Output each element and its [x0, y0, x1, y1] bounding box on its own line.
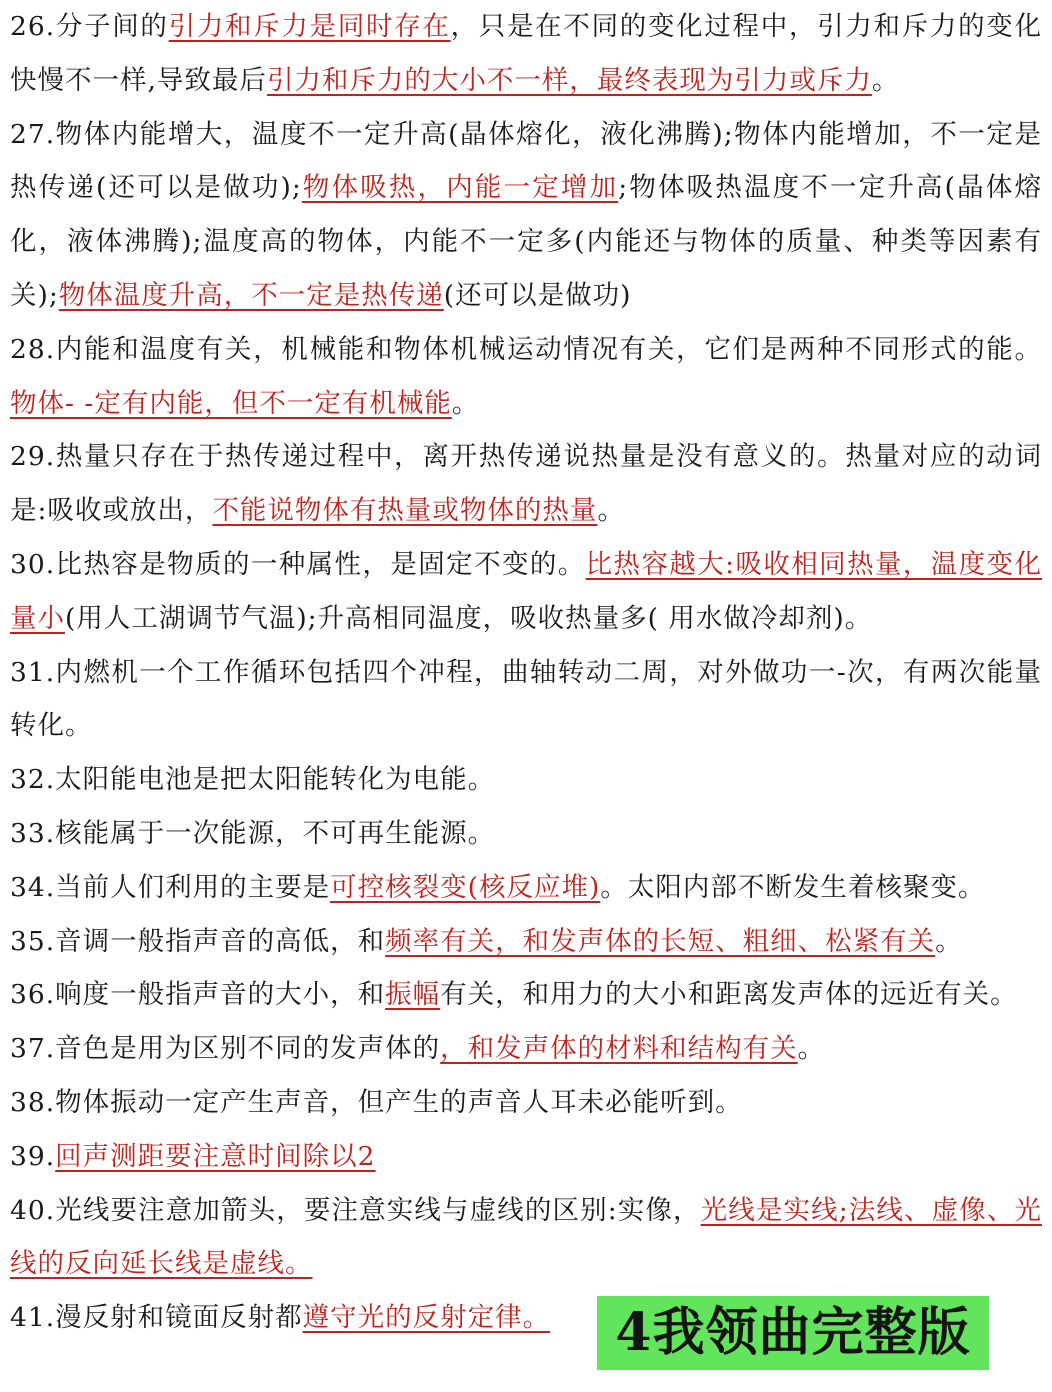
note-item — [10, 1130, 1042, 1184]
note-text: 39. — [10, 1140, 56, 1172]
highlighted-text: 遵守光的反射定律。 — [302, 1302, 551, 1334]
note-item — [10, 915, 1042, 969]
note-text: 30.比热容是物质的一种属性，是固定不变的。 — [10, 548, 586, 580]
note-text: 29.热量只存在于热传递过程中，离开热传递说热量是没有意义的。热量对应的动词是:吸收或放出， — [10, 441, 1042, 527]
note-item — [10, 968, 1042, 1022]
note-text: 。太阳内部不断发生着核聚变。 — [600, 871, 986, 903]
note-item — [10, 0, 1042, 108]
note-text: 36.响度一般指声音的大小，和 — [10, 979, 386, 1011]
highlighted-text: 频率有关，和发声体的长短、粗细、松紧有关 — [385, 925, 936, 957]
highlighted-text: 比热容越大:吸收相同热量，温度变化量小 — [10, 548, 1042, 634]
note-item — [10, 1022, 1042, 1076]
note-text: 。 — [597, 495, 625, 527]
note-item — [10, 646, 1042, 754]
note-text: 40.光线要注意加箭头，要注意实线与虚线的区别:实像， — [10, 1194, 701, 1226]
note-item — [10, 538, 1042, 646]
note-item — [10, 861, 1042, 915]
highlighted-text: 回声测距要注意时间除以2 — [55, 1140, 376, 1172]
note-item — [10, 1184, 1042, 1292]
notes-document — [10, 0, 1042, 1345]
note-text: 38.物体振动一定产生声音，但产生的声音人耳未必能听到。 — [10, 1086, 743, 1118]
note-text: 35.音调一般指声音的高低，和 — [10, 925, 386, 957]
highlighted-text: 物体吸热，内能一定增加 — [301, 172, 619, 204]
note-text: (还可以是做功) — [443, 279, 632, 311]
note-item — [10, 108, 1042, 323]
note-text: 。 — [871, 64, 900, 96]
note-text: 。 — [935, 925, 963, 957]
note-text: 31.内燃机一个工作循环包括四个冲程，曲轴转动二周，对外做功一-次，有两次能量转化。 — [10, 656, 1042, 742]
note-item — [10, 807, 1042, 861]
note-text: ;物体吸热温度不一定升高(晶体熔化，液体沸腾);温度高的物体，内能不一定多(内能还与物体的质量、种类等因素有关); — [10, 172, 1042, 311]
note-item — [10, 323, 1042, 431]
note-item — [10, 430, 1042, 538]
note-text: 。 — [451, 387, 480, 419]
note-text: (用人工湖调节气温);升高相同温度，吸收热量多( 用水做冷却剂)。 — [65, 602, 873, 634]
note-item — [10, 1076, 1042, 1130]
highlighted-text: 可控核裂变(核反应堆) — [330, 871, 601, 903]
highlighted-text: 引力和斥力是同时存在 — [168, 11, 451, 42]
note-text: 28.内能和温度有关，机械能和物体机械运动情况有关，它们是两种不同形式的能。 — [10, 333, 1042, 365]
version-badge: 4我领曲完整版 — [597, 1296, 989, 1370]
note-text: 。 — [797, 1033, 826, 1065]
note-text: 41.漫反射和镜面反射都 — [10, 1302, 303, 1334]
highlighted-text: 引力和斥力的大小不一样，最终表现为引力或斥力 — [266, 64, 872, 96]
highlighted-text: 不能说物体有热量或物体的热量 — [212, 495, 598, 527]
note-text: 27.物体内能增大，温度不一定升高(晶体熔化，液化沸腾);物体内能增加，不一定是热传递(还可以是做功); — [10, 118, 1042, 204]
highlighted-text: 光线是实线;法线、虚像、光线的反向延长线是虚线。 — [10, 1194, 1042, 1280]
highlighted-text: 物体- -定有内能，但不一定有机械能 — [10, 387, 452, 419]
note-text: 32.太阳能电池是把太阳能转化为电能。 — [10, 764, 496, 796]
note-text: 有关，和用力的大小和距离发声体的远近有关。 — [440, 979, 1018, 1011]
highlighted-text: 物体温度升高，不一定是热传递 — [58, 279, 444, 311]
note-text: 34.当前人们利用的主要是 — [10, 871, 331, 903]
highlighted-text: 振幅 — [385, 979, 441, 1011]
note-text: 26.分子间的 — [10, 11, 169, 42]
highlighted-text: ，和发声体的材料和结构有关 — [440, 1033, 798, 1065]
note-item — [10, 753, 1042, 807]
note-text: 33.核能属于一次能源，不可再生能源。 — [10, 817, 496, 849]
note-text: 37.音色是用为区别不同的发声体的 — [10, 1033, 441, 1065]
note-text: ，只是在不同的变化过程中，引力和斥力的变化快慢不一样,导致最后 — [10, 11, 1043, 96]
